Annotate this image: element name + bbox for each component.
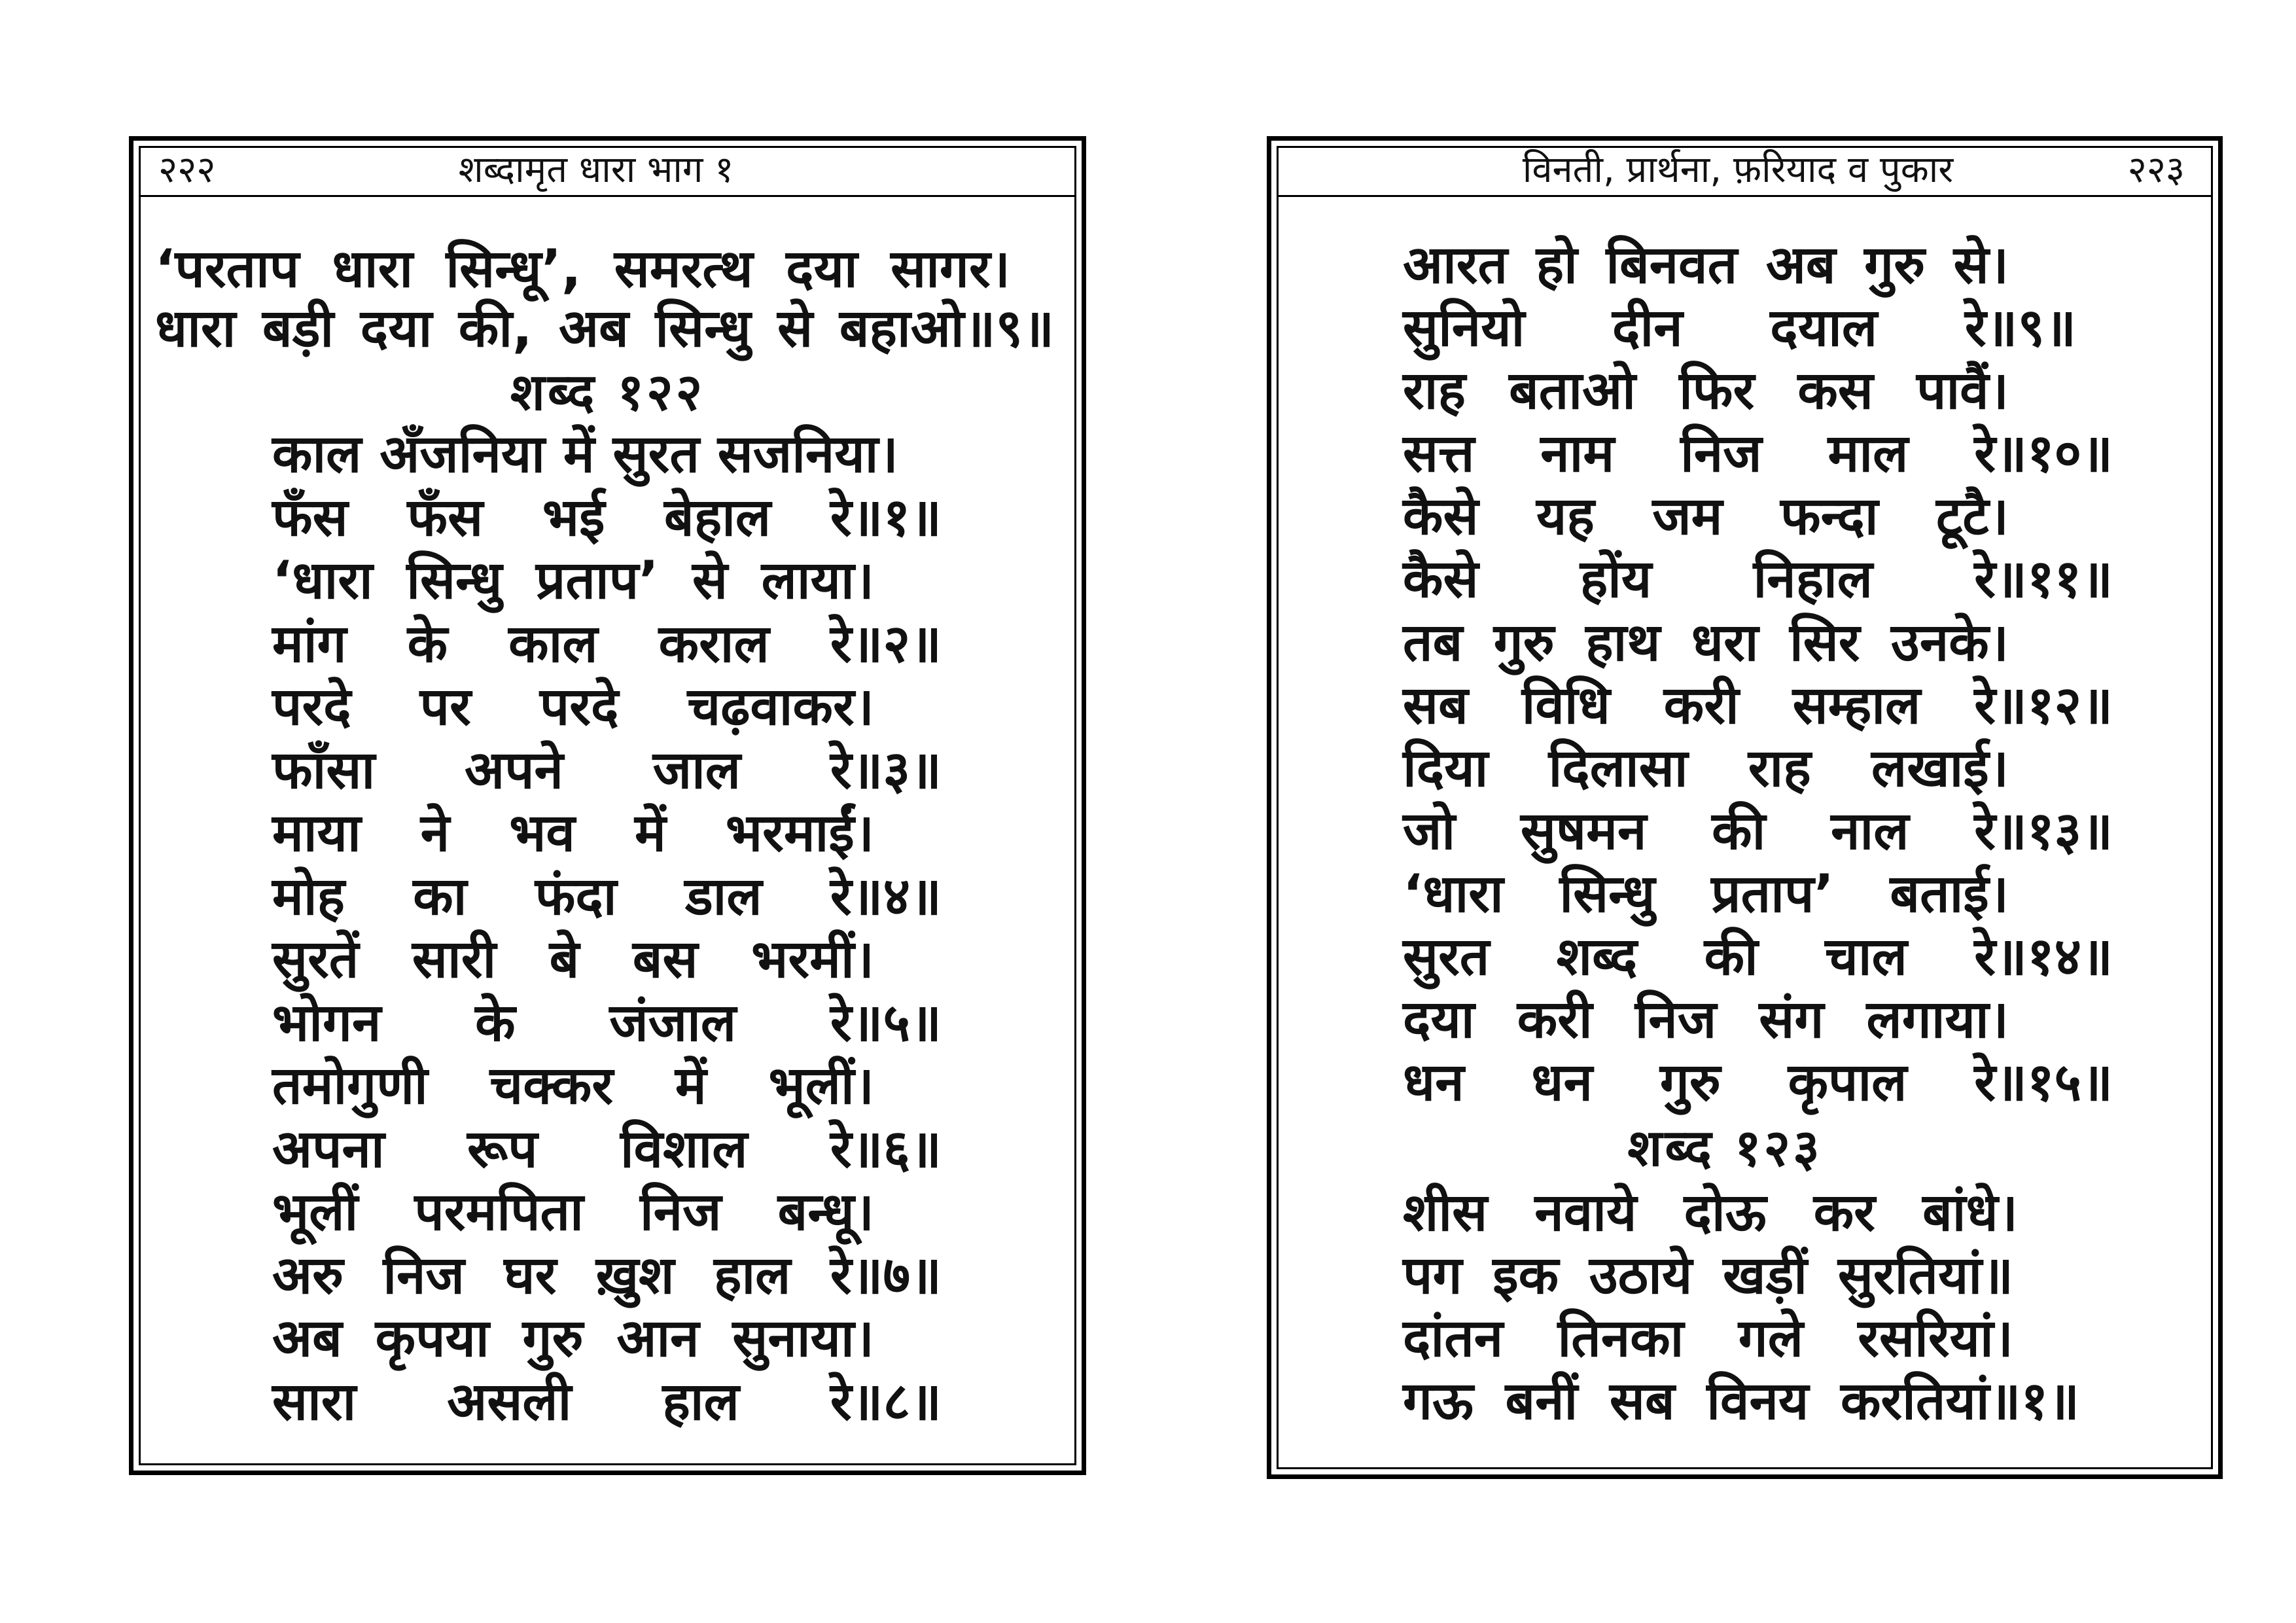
page-number: २२२ [158,149,216,191]
page-number: २२३ [2127,149,2185,191]
verse-block [1403,1181,2079,1433]
verse-line: सुरतें सारी बे बस भरमीं। [272,929,874,990]
verse-line: धारा बड़ी दया की, अब सिन्धु से बहाओ॥९॥ [155,298,1054,359]
verse-line: दिया दिलासा राह लखाई। [1403,737,2009,798]
verse-line: तब गुरु हाथ धरा सिर उनके। [1403,611,2009,673]
verse-line: दांतन तिनका गले रसरियां। [1403,1308,2013,1368]
verse-line: मोह का फंदा डाल रे॥४॥ [272,865,942,927]
shabd-heading: शब्द १२२ [510,363,705,422]
left-page [129,136,1086,1475]
shabd-heading: शब्द १२३ [1627,1119,1822,1178]
opening-couplet [155,239,1054,358]
verse-line: धन धन गुरु कृपाल रे॥१५॥ [1403,1052,2113,1113]
verse-line: भूलीं परमपिता निज बन्धू। [272,1181,874,1242]
verse-line: तमोगुणी चक्कर में भूलीं। [272,1055,874,1116]
verse-line: अरु निज घर ख़ुश हाल रे॥७॥ [272,1244,942,1306]
verse-line: ‘धारा सिन्धु प्रताप’ बताई। [1403,863,2009,924]
verse-line: परदे पर परदे चढ़वाकर। [272,676,874,737]
verse-line: आरत हो बिनवत अब गुरु से। [1403,234,2009,295]
verse-line: माया ने भव में भरमाईं। [272,802,874,863]
verse-line: सुरत शब्द की चाल रे॥१४॥ [1403,926,2113,988]
verse-line: शीस नवाये दोऊ कर बांधे। [1403,1182,2018,1243]
verse-line: मांग के काल कराल रे॥२॥ [272,613,942,674]
verse-line: फाँसा अपने जाल रे॥३॥ [272,739,942,800]
verse-line: कैसे यह जम फन्दा टूटै। [1403,486,2009,547]
header-rule [1277,195,2213,197]
verse-line: अब कृपया गुरु आन सुनाया। [272,1308,874,1368]
verse-line: अपना रूप विशाल रे॥६॥ [272,1118,942,1179]
verse-block [272,423,942,1433]
right-page [1267,136,2223,1479]
header-rule [139,195,1076,197]
verse-line: भोगन के जंजाल रे॥५॥ [272,991,942,1053]
verse-line: सारा असली हाल रे॥८॥ [272,1370,942,1432]
verse-line: गऊ बनीं सब विनय करतियां॥१॥ [1403,1370,2079,1431]
verse-block [1403,234,2113,1114]
verse-line: सब विधि करी सम्हाल रे॥१२॥ [1403,674,2113,736]
verse-line: सत्त नाम निज माल रे॥१०॥ [1403,423,2113,484]
verse-line: सुनियो दीन दयाल रे॥९॥ [1403,297,2076,359]
verse-line: कैसे होंय निहाल रे॥११॥ [1403,548,2113,610]
verse-line: फँस फँस भई बेहाल रे॥१॥ [272,486,942,548]
verse-line: काल अँजनिया में सुरत सजनिया। [272,423,898,484]
verse-line: ‘धारा सिन्धु प्रताप’ से लाया। [272,550,874,611]
running-title: शब्दामृत धारा भाग १ [458,149,734,191]
verse-line: जो सुषमन की नाल रे॥१३॥ [1403,800,2113,861]
verse-line: ‘परताप धारा सिन्धू’, समरत्थ दया सागर। [155,238,1010,299]
verse-line: राह बताओ फिर कस पावैं। [1403,360,2009,421]
verse-line: दया करी निज संग लगाया। [1403,989,2009,1050]
verse-line: पग इक उठाये खड़ीं सुरतियां॥ [1403,1245,2013,1306]
running-title: विनती, प्रार्थना, फ़रियाद व पुकार [1522,149,1954,191]
